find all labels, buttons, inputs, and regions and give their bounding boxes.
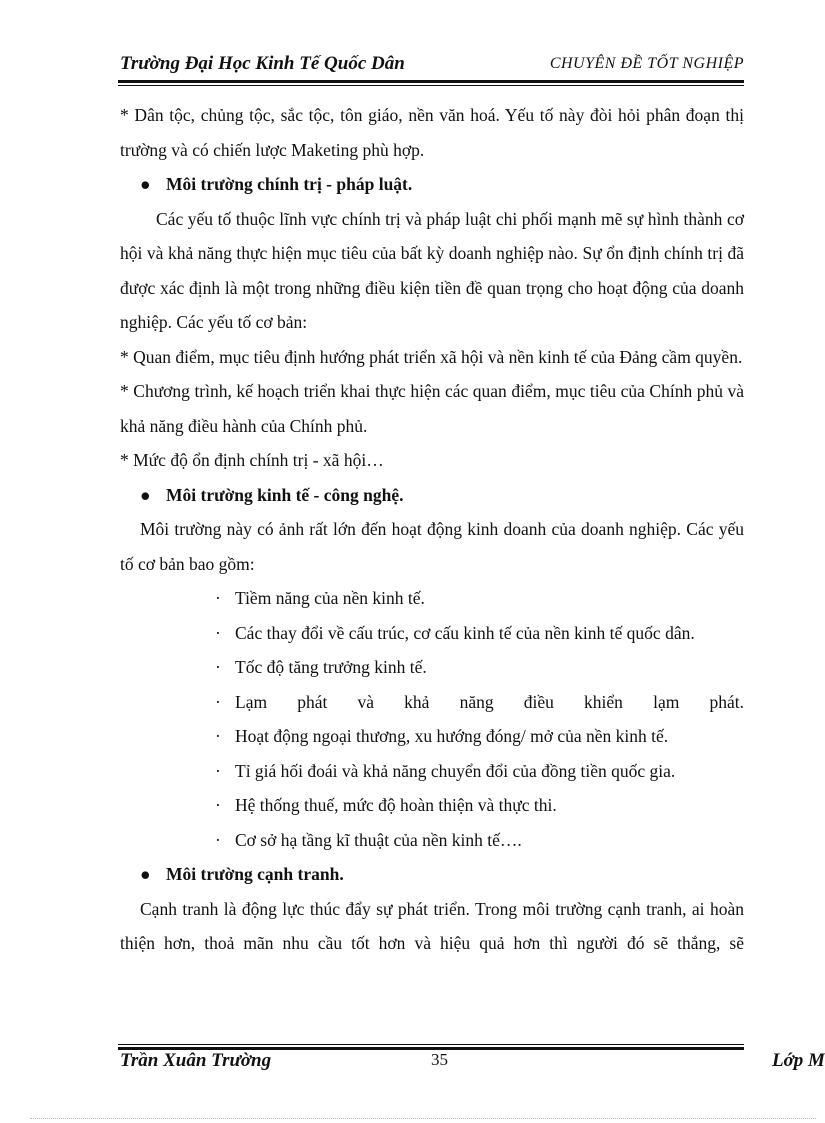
header-rule-thin [118, 85, 744, 86]
paragraph-competition: Cạnh tranh là động lực thúc đẩy sự phát triển. Trong môi trường cạnh tranh, ai hoàn thiện hơn, thoả mãn nhu cầu tốt hơn và hiệu quả hơn thì người đó sẽ thắng, sẽ [120, 898, 744, 953]
paragraph-government-program: * Chương trình, kế hoạch triển khai thực hiện các quan điểm, mục tiêu của Chính phủ và khả năng điều hành của Chính phủ. [120, 381, 744, 436]
list-item: · Hoạt động ngoại thương, xu hướng đóng/ mở của nền kinh tế. [215, 726, 669, 746]
paragraph-ethnicity: * Dân tộc, chủng tộc, sắc tộc, tôn giáo, nền văn hoá. Yếu tố này đòi hỏi phân đoạn thị trường và có chiến lược Maketing phù hợp. [120, 105, 744, 160]
header-school: Trường Đại Học Kinh Tế Quốc Dân [120, 53, 405, 74]
header-rule-thick [118, 80, 744, 83]
paragraph-party-views: * Quan điểm, mục tiêu định hướng phát triển xã hội và nền kinh tế của Đảng cầm quyền. [120, 346, 743, 367]
heading-text: Môi trường chính trị - pháp luật. [166, 174, 413, 194]
bullet-icon: ● [140, 484, 151, 505]
footer-rule-thin [118, 1044, 744, 1045]
heading-text: Môi trường cạnh tranh. [166, 864, 344, 884]
list-item: · Hệ thống thuế, mức độ hoàn thiện và thực thi. [215, 795, 557, 815]
paragraph-stability: * Mức độ ổn định chính trị - xã hội… [120, 450, 384, 470]
heading-economic-technology [120, 478, 744, 513]
heading-text: Môi trường kinh tế - công nghệ. [166, 484, 404, 505]
footer-author: Trần Xuân Trường [120, 1050, 272, 1071]
page-number: 35 [431, 1050, 448, 1069]
list-item: · Tiềm năng của nền kinh tế. [215, 588, 425, 608]
paragraph-political-factors: Các yếu tố thuộc lĩnh vực chính trị và pháp luật chi phối mạnh mẽ sự hình thành cơ hội và khả năng thực hiện mục tiêu của bất kỳ doanh nghiệp nào. Sự ổn định chính trị đã được xác định là một trong những điều kiện tiền đề quan trọng cho hoạt động của doanh nghiệp. Các yếu tố cơ bản: [120, 208, 744, 332]
list-item: · Cơ sở hạ tầng kĩ thuật của nền kinh tế…. [215, 829, 522, 850]
list-item: · Lạm phát và khả năng điều khiển lạm phát. [215, 691, 744, 712]
economic-factor-list [120, 581, 744, 857]
list-item: · Tỉ giá hối đoái và khả năng chuyển đổi của đồng tiền quốc gia. [215, 760, 676, 781]
page-footer [118, 1050, 825, 1076]
bullet-icon: ● [140, 174, 151, 194]
page-header [118, 50, 744, 80]
footer-class: Lớp M [772, 1050, 825, 1071]
paragraph-economic-intro: Môi trường này có ảnh rất lớn đến hoạt động kinh doanh của doanh nghiệp. Các yếu tố cơ bản bao gồm: [120, 519, 744, 574]
list-item: · Tốc độ tăng trưởng kinh tế. [215, 657, 427, 677]
heading-competition [120, 857, 744, 892]
header-title: CHUYÊN ĐỀ TỐT NGHIỆP [549, 55, 744, 72]
list-item: · Các thay đổi về cấu trúc, cơ cấu kinh tế của nền kinh tế quốc dân. [215, 622, 695, 643]
document-body [120, 98, 744, 961]
bullet-icon: ● [140, 864, 151, 884]
heading-political-legal [120, 167, 744, 202]
page-bottom-divider [30, 1118, 816, 1119]
